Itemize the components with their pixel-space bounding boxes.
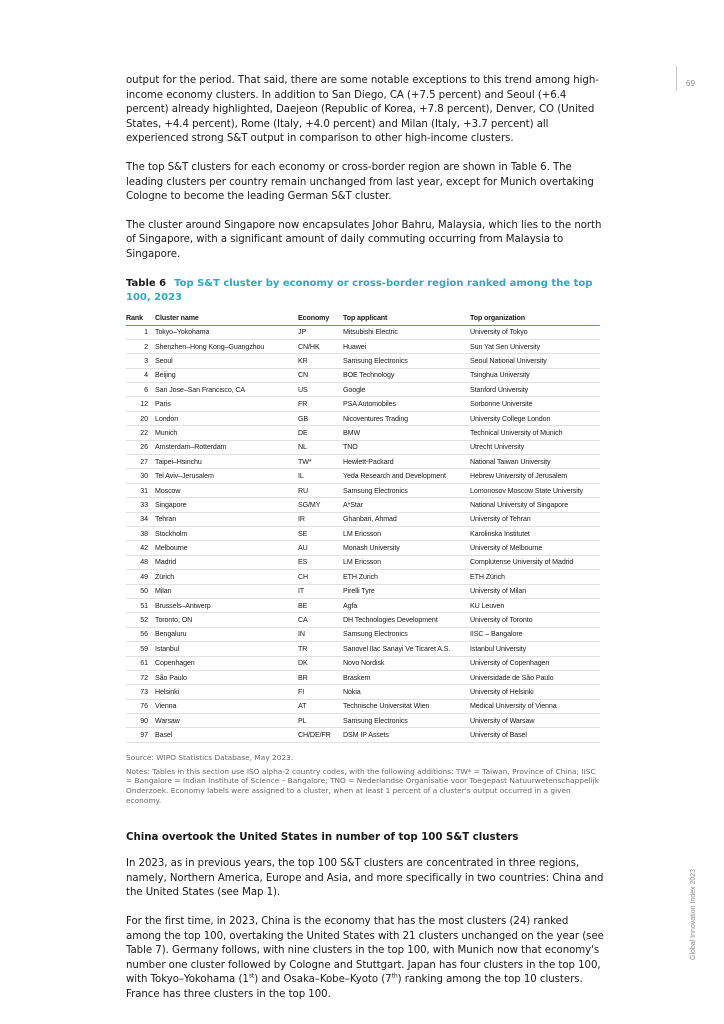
cell-top-organization: Medical University of Vienna bbox=[470, 699, 600, 713]
cell-cluster-name: Amsterdam–Rotterdam bbox=[155, 440, 298, 454]
superscript-th: th bbox=[391, 973, 398, 980]
cell-top-applicant: Sanovel Ilac Sanayi Ve Ticaret A.S. bbox=[343, 642, 470, 656]
table-row bbox=[126, 411, 600, 425]
cell-top-organization: National Taiwan University bbox=[470, 455, 600, 469]
cell-top-applicant: Monash University bbox=[343, 541, 470, 555]
cell-rank: 51 bbox=[126, 598, 155, 612]
table-row bbox=[126, 714, 600, 728]
cell-economy: DK bbox=[298, 656, 343, 670]
cell-top-applicant: DSM IP Assets bbox=[343, 728, 470, 742]
cell-economy: DE bbox=[298, 426, 343, 440]
cell-top-organization: University of Tokyo bbox=[470, 325, 600, 339]
table-row bbox=[126, 613, 600, 627]
cell-economy: PL bbox=[298, 714, 343, 728]
section-paragraph-1: In 2023, as in previous years, the top 100 S&T clusters are concentrated in three regions, namely, Northern America, Europe and Asia, and more specifically in two countries: China and the United States (see Map 1). bbox=[126, 858, 604, 899]
cell-cluster-name: Vienna bbox=[155, 699, 298, 713]
cell-top-applicant: Agfa bbox=[343, 598, 470, 612]
cell-rank: 76 bbox=[126, 699, 155, 713]
cell-cluster-name: Basel bbox=[155, 728, 298, 742]
cell-economy: US bbox=[298, 383, 343, 397]
cell-cluster-name: Helsinki bbox=[155, 685, 298, 699]
cell-rank: 52 bbox=[126, 613, 155, 627]
cell-top-organization: Hebrew University of Jerusalem bbox=[470, 469, 600, 483]
cell-top-applicant: Nokia bbox=[343, 685, 470, 699]
table-row bbox=[126, 368, 600, 382]
cell-economy: NL bbox=[298, 440, 343, 454]
table-row bbox=[126, 627, 600, 641]
table-row bbox=[126, 670, 600, 684]
cell-top-organization: IISC – Bangalore bbox=[470, 627, 600, 641]
table-row bbox=[126, 469, 600, 483]
table-title: Top S&T cluster by economy or cross-border region ranked among the top 100, 2023 bbox=[126, 277, 593, 303]
cell-cluster-name: Seoul bbox=[155, 354, 298, 368]
cell-top-organization: University of Warsaw bbox=[470, 714, 600, 728]
cell-rank: 59 bbox=[126, 642, 155, 656]
cell-top-organization: Istanbul University bbox=[470, 642, 600, 656]
cell-rank: 26 bbox=[126, 440, 155, 454]
cell-economy: FI bbox=[298, 685, 343, 699]
cell-top-organization: ETH Zürich bbox=[470, 570, 600, 584]
cell-top-applicant: Nicoventures Trading bbox=[343, 411, 470, 425]
table-row bbox=[126, 527, 600, 541]
cell-rank: 30 bbox=[126, 469, 155, 483]
cell-rank: 42 bbox=[126, 541, 155, 555]
table-source: Source: WIPO Statistics Database, May 2023. bbox=[126, 752, 294, 762]
table-row bbox=[126, 570, 600, 584]
table-caption bbox=[126, 277, 604, 305]
table-row bbox=[126, 383, 600, 397]
cell-top-organization: Technical University of Munich bbox=[470, 426, 600, 440]
cell-top-organization: Complutense University of Madrid bbox=[470, 555, 600, 569]
cell-top-applicant: Pirelli Tyre bbox=[343, 584, 470, 598]
cell-rank: 38 bbox=[126, 527, 155, 541]
cell-economy: IR bbox=[298, 512, 343, 526]
table-row bbox=[126, 598, 600, 612]
cell-top-organization: KU Leuven bbox=[470, 598, 600, 612]
page-number: 69 bbox=[686, 79, 695, 88]
cell-top-applicant: Yeda Research and Development bbox=[343, 469, 470, 483]
table-header-row bbox=[126, 311, 600, 326]
cell-top-applicant: LM Ericsson bbox=[343, 555, 470, 569]
table-row bbox=[126, 325, 600, 339]
cell-rank: 33 bbox=[126, 498, 155, 512]
cell-rank: 12 bbox=[126, 397, 155, 411]
side-running-label: Global Innovation Index 2023 bbox=[690, 868, 697, 960]
section-paragraph-2 bbox=[126, 915, 604, 1003]
table-row bbox=[126, 498, 600, 512]
cell-economy: KR bbox=[298, 354, 343, 368]
table-row bbox=[126, 339, 600, 353]
cell-cluster-name: Bengaluru bbox=[155, 627, 298, 641]
header-economy: Economy bbox=[298, 311, 343, 326]
cell-cluster-name: London bbox=[155, 411, 298, 425]
cell-top-applicant: Samsung Electronics bbox=[343, 627, 470, 641]
cell-economy: CN/HK bbox=[298, 339, 343, 353]
cell-cluster-name: Toronto, ON bbox=[155, 613, 298, 627]
cell-rank: 2 bbox=[126, 339, 155, 353]
cell-top-organization: University of Toronto bbox=[470, 613, 600, 627]
cell-economy: TR bbox=[298, 642, 343, 656]
header-rank: Rank bbox=[126, 311, 155, 326]
cell-top-organization: University of Tehran bbox=[470, 512, 600, 526]
table-body bbox=[126, 325, 600, 742]
cell-top-organization: National University of Singapore bbox=[470, 498, 600, 512]
cell-economy: AT bbox=[298, 699, 343, 713]
cell-top-organization: University of Copenhagen bbox=[470, 656, 600, 670]
cell-top-organization: Utrecht University bbox=[470, 440, 600, 454]
para2-part-b: ) and Osaka–Kobe–Kyoto (7 bbox=[254, 974, 392, 986]
cell-cluster-name: Istanbul bbox=[155, 642, 298, 656]
table-row bbox=[126, 685, 600, 699]
table-row bbox=[126, 426, 600, 440]
cell-rank: 61 bbox=[126, 656, 155, 670]
cell-top-applicant: Google bbox=[343, 383, 470, 397]
cell-economy: CH bbox=[298, 570, 343, 584]
cell-cluster-name: Tel Aviv–Jerusalem bbox=[155, 469, 298, 483]
cell-top-organization: University College London bbox=[470, 411, 600, 425]
cell-economy: BE bbox=[298, 598, 343, 612]
cell-economy: IT bbox=[298, 584, 343, 598]
cell-cluster-name: São Paulo bbox=[155, 670, 298, 684]
cell-rank: 3 bbox=[126, 354, 155, 368]
cell-economy: IL bbox=[298, 469, 343, 483]
cell-cluster-name: Shenzhen–Hong Kong–Guangzhou bbox=[155, 339, 298, 353]
cell-cluster-name: Singapore bbox=[155, 498, 298, 512]
cell-top-organization: University of Basel bbox=[470, 728, 600, 742]
cell-top-applicant: DH Technologies Development bbox=[343, 613, 470, 627]
cell-top-applicant: Samsung Electronics bbox=[343, 714, 470, 728]
cell-rank: 20 bbox=[126, 411, 155, 425]
table-row bbox=[126, 555, 600, 569]
cell-top-applicant: PSA Automobiles bbox=[343, 397, 470, 411]
cell-top-applicant: LM Ericsson bbox=[343, 527, 470, 541]
intro-paragraph-2: The top S&T clusters for each economy or cross-border region are shown in Table 6. The leading clusters per country remain unchanged from last year, except for Munich overtaking Cologne to become the leading German S&T cluster. bbox=[126, 161, 594, 203]
cell-cluster-name: Stockholm bbox=[155, 527, 298, 541]
cell-rank: 34 bbox=[126, 512, 155, 526]
header-top-organization: Top organization bbox=[470, 311, 600, 326]
page-number-rule bbox=[676, 66, 677, 90]
cell-rank: 22 bbox=[126, 426, 155, 440]
cell-top-organization: Sorbonne Universite bbox=[470, 397, 600, 411]
cell-top-organization: Stanford University bbox=[470, 383, 600, 397]
para2-part-c: ) ranking among the top 10 clusters. France has three clusters in the top 100. bbox=[126, 974, 583, 1000]
cell-cluster-name: Beijing bbox=[155, 368, 298, 382]
cell-top-organization: Karolinska Institutet bbox=[470, 527, 600, 541]
cell-rank: 1 bbox=[126, 325, 155, 339]
table-row bbox=[126, 584, 600, 598]
cell-cluster-name: Munich bbox=[155, 426, 298, 440]
cell-rank: 6 bbox=[126, 383, 155, 397]
table-row bbox=[126, 642, 600, 656]
clusters-table bbox=[126, 311, 600, 743]
cell-top-organization: Lomonosov Moscow State University bbox=[470, 483, 600, 497]
cell-cluster-name: San Jose–San Francisco, CA bbox=[155, 383, 298, 397]
table-notes: Notes: Tables in this section use ISO alpha-2 country codes, with the following additions: TW* = Taiwan, Province of China; IISC = Bangalore = Indian Institute of Science – Bangalore; TNO = Nederlandse Organisatie voor Toegepast Natuurwetenschappelijk Onderzoek. Economy labels were assigned to a cluster, when at least 1 percent of a cluster's output occurred in a given economy. bbox=[126, 766, 599, 805]
cell-rank: 27 bbox=[126, 455, 155, 469]
table-row bbox=[126, 354, 600, 368]
cell-top-organization: University of Helsinki bbox=[470, 685, 600, 699]
cell-top-applicant: Technische Universitat Wien bbox=[343, 699, 470, 713]
header-top-applicant: Top applicant bbox=[343, 311, 470, 326]
cell-rank: 90 bbox=[126, 714, 155, 728]
cell-economy: AU bbox=[298, 541, 343, 555]
cell-economy: FR bbox=[298, 397, 343, 411]
cell-rank: 73 bbox=[126, 685, 155, 699]
cell-top-applicant: Samsung Electronics bbox=[343, 354, 470, 368]
cell-rank: 31 bbox=[126, 483, 155, 497]
cell-top-organization: Universidade de São Paulo bbox=[470, 670, 600, 684]
cell-cluster-name: Paris bbox=[155, 397, 298, 411]
cell-top-applicant: ETH Zurich bbox=[343, 570, 470, 584]
cell-economy: RU bbox=[298, 483, 343, 497]
cell-top-applicant: Hewlett-Packard bbox=[343, 455, 470, 469]
cell-cluster-name: Madrid bbox=[155, 555, 298, 569]
intro-paragraph-1: output for the period. That said, there are some notable exceptions to this trend among high-income economy clusters. In addition to San Diego, CA (+7.5 percent) and Seoul (+6.4 percent) already highlighted, Daejeon (Republic of Korea, +7.8 percent), Denver, CO (United States, +4.4 percent), Rome (Italy, +4.0 percent) and Milan (Italy, +3.7 percent) all experienced strong S&T output in comparison to other high-income clusters. bbox=[126, 75, 599, 145]
cell-economy: JP bbox=[298, 325, 343, 339]
cell-cluster-name: Moscow bbox=[155, 483, 298, 497]
cell-cluster-name: Brussels–Antwerp bbox=[155, 598, 298, 612]
cell-top-applicant: Samsung Electronics bbox=[343, 483, 470, 497]
cell-cluster-name: Zürich bbox=[155, 570, 298, 584]
table-row bbox=[126, 699, 600, 713]
cell-cluster-name: Warsaw bbox=[155, 714, 298, 728]
header-cluster-name: Cluster name bbox=[155, 311, 298, 326]
cell-top-applicant: Huawei bbox=[343, 339, 470, 353]
cell-rank: 50 bbox=[126, 584, 155, 598]
cell-cluster-name: Taipei–Hsinchu bbox=[155, 455, 298, 469]
cell-economy: IN bbox=[298, 627, 343, 641]
table-row bbox=[126, 512, 600, 526]
cell-top-applicant: Novo Nordisk bbox=[343, 656, 470, 670]
cell-rank: 97 bbox=[126, 728, 155, 742]
table-label: Table 6 bbox=[126, 277, 167, 289]
cell-cluster-name: Tehran bbox=[155, 512, 298, 526]
cell-rank: 49 bbox=[126, 570, 155, 584]
cell-top-organization: University of Melbourne bbox=[470, 541, 600, 555]
table-row bbox=[126, 455, 600, 469]
table-row bbox=[126, 483, 600, 497]
cell-rank: 48 bbox=[126, 555, 155, 569]
intro-paragraph-3: The cluster around Singapore now encapsulates Johor Bahru, Malaysia, which lies to the north of Singapore, with a significant amount of daily commuting occurring from Malaysia to Singapore. bbox=[126, 219, 602, 260]
cell-top-applicant: Ghanbari, Ahmad bbox=[343, 512, 470, 526]
cell-top-applicant: BOE Technology bbox=[343, 368, 470, 382]
cell-cluster-name: Tokyo–Yokohama bbox=[155, 325, 298, 339]
cell-top-organization: Tsinghua University bbox=[470, 368, 600, 382]
cell-top-organization: Sun Yat Sen University bbox=[470, 339, 600, 353]
cell-top-applicant: Mitsubishi Electric bbox=[343, 325, 470, 339]
cell-top-applicant: BMW bbox=[343, 426, 470, 440]
table-row bbox=[126, 397, 600, 411]
cell-cluster-name: Copenhagen bbox=[155, 656, 298, 670]
table-row bbox=[126, 656, 600, 670]
superscript-st: st bbox=[248, 973, 255, 980]
cell-economy: SE bbox=[298, 527, 343, 541]
page-content bbox=[126, 74, 604, 1017]
cell-cluster-name: Milan bbox=[155, 584, 298, 598]
cell-economy: CH/DE/FR bbox=[298, 728, 343, 742]
para2-part-a: For the first time, in 2023, China is the economy that has the most clusters (24) ranked among the top 100, overtaking the United States with 21 clusters unchanged on the year (see Table 7). Germany follows, with nine clusters in the top 100, with Munich now that economy's number one cluster followed by Cologne and Stuttgart. Japan has four clusters in the top 100, with Tokyo–Yokohama (1 bbox=[126, 916, 604, 986]
section-heading: China overtook the United States in number of top 100 S&T clusters bbox=[126, 832, 519, 844]
cell-top-applicant: TNO bbox=[343, 440, 470, 454]
cell-top-organization: Seoul National University bbox=[470, 354, 600, 368]
cell-top-organization: University of Milan bbox=[470, 584, 600, 598]
table-row bbox=[126, 541, 600, 555]
cell-rank: 72 bbox=[126, 670, 155, 684]
cell-top-applicant: Braskem bbox=[343, 670, 470, 684]
cell-cluster-name: Melbourne bbox=[155, 541, 298, 555]
cell-top-applicant: A*Star bbox=[343, 498, 470, 512]
cell-economy: CN bbox=[298, 368, 343, 382]
cell-rank: 56 bbox=[126, 627, 155, 641]
cell-economy: GB bbox=[298, 411, 343, 425]
table-row bbox=[126, 728, 600, 742]
table-row bbox=[126, 440, 600, 454]
cell-economy: TW* bbox=[298, 455, 343, 469]
cell-economy: CA bbox=[298, 613, 343, 627]
cell-economy: ES bbox=[298, 555, 343, 569]
cell-economy: BR bbox=[298, 670, 343, 684]
cell-rank: 4 bbox=[126, 368, 155, 382]
cell-economy: SG/MY bbox=[298, 498, 343, 512]
